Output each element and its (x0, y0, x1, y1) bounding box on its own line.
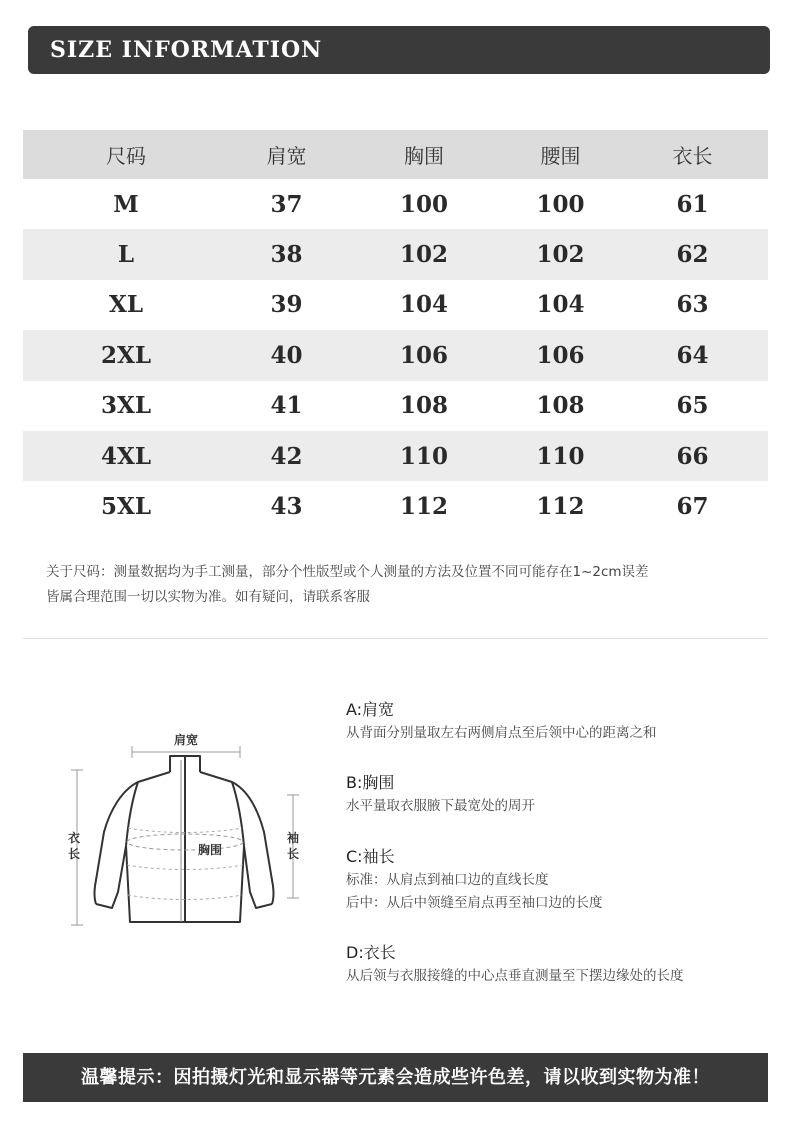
size-note (46, 560, 770, 610)
size-table (23, 130, 768, 532)
cell-size: 3XL (100, 392, 152, 420)
cell-chest: 110 (399, 442, 448, 470)
desc-line: 后中：从后中领缝至肩点再至袖口边的长度 (346, 895, 603, 911)
shoulder-label: 肩宽 (173, 733, 199, 747)
cell-length: 61 (676, 190, 709, 218)
cell-shoulder: 38 (270, 241, 303, 269)
cell-waist: 108 (536, 392, 585, 420)
table-row (23, 381, 768, 431)
cell-length: 65 (676, 392, 709, 420)
length-label-bottom: 长 (67, 847, 81, 861)
sleeve-label-bottom: 长 (286, 847, 300, 861)
cell-size: 4XL (100, 442, 152, 470)
column-header-chest: 胸围 (404, 144, 444, 168)
cell-chest: 104 (399, 291, 448, 319)
table-header-row (23, 130, 768, 179)
desc-line: 从背面分别量取左右两侧肩点至后领中心的距离之和 (346, 725, 657, 741)
cell-waist: 104 (536, 291, 585, 319)
cell-shoulder: 39 (270, 291, 303, 319)
table-row (23, 179, 768, 229)
column-header-size: 尺码 (106, 144, 146, 168)
cell-length: 62 (676, 241, 709, 269)
cell-chest: 112 (399, 493, 448, 521)
cell-length: 67 (676, 493, 709, 521)
desc-chest (346, 771, 776, 818)
cell-length: 64 (676, 341, 709, 369)
sleeve-label-top: 袖 (286, 831, 300, 845)
table-row (23, 330, 768, 380)
cell-size: XL (108, 291, 144, 319)
desc-line: 标准：从肩点到袖口边的直线长度 (346, 872, 549, 888)
cell-chest: 102 (399, 241, 448, 269)
cell-shoulder: 43 (270, 493, 303, 521)
size-note-line: 皆属合理范围一切以实物为准。如有疑问，请联系客服 (46, 589, 370, 605)
column-header-length: 衣长 (672, 144, 713, 168)
cell-waist: 106 (536, 341, 585, 369)
cell-length: 63 (676, 291, 709, 319)
jacket-icon (95, 756, 274, 922)
cell-waist: 110 (536, 442, 585, 470)
desc-sleeve (346, 845, 776, 915)
desc-title: C:袖长 (346, 847, 395, 866)
cell-length: 66 (676, 442, 709, 470)
cell-chest: 106 (399, 341, 448, 369)
cell-chest: 100 (399, 190, 448, 218)
table-row (23, 280, 768, 330)
cell-size: L (117, 241, 135, 269)
cell-shoulder: 37 (270, 190, 303, 218)
table-row (23, 229, 768, 279)
cell-shoulder: 40 (270, 341, 303, 369)
column-header-waist: 腰围 (540, 144, 581, 168)
size-info-header (28, 26, 770, 74)
cell-shoulder: 41 (270, 392, 303, 420)
cell-size: M (113, 190, 139, 218)
footer-notice-bar (23, 1053, 768, 1102)
length-label-top: 衣 (67, 831, 81, 845)
table-row (23, 481, 768, 531)
desc-shoulder (346, 698, 776, 745)
desc-line: 从后领与衣服接缝的中心点垂直测量至下摆边缘处的长度 (346, 968, 684, 984)
desc-title: D:衣长 (346, 943, 396, 962)
cell-shoulder: 42 (270, 442, 303, 470)
cell-waist: 112 (536, 493, 585, 521)
cell-chest: 108 (399, 392, 448, 420)
desc-line: 水平量取衣服腋下最宽处的周开 (346, 798, 535, 814)
cell-waist: 100 (536, 190, 585, 218)
footer-notice-text: 温馨提示：因拍摄灯光和显示器等元素会造成些许色差，请以收到实物为准！ (81, 1067, 710, 1088)
desc-title: A:肩宽 (346, 700, 395, 719)
table-row (23, 431, 768, 481)
jacket-measurement-diagram (60, 720, 322, 935)
size-note-line: 关于尺码：测量数据均为手工测量，部分个性版型或个人测量的方法及位置不同可能存在1~2cm误差 (46, 564, 649, 580)
cell-size: 2XL (100, 341, 152, 369)
cell-size: 5XL (100, 493, 152, 521)
desc-title: B:胸围 (346, 773, 395, 792)
header-title: SIZE INFORMATION (50, 37, 323, 63)
cell-waist: 102 (536, 241, 585, 269)
column-header-shoulder: 肩宽 (266, 144, 307, 168)
desc-length (346, 941, 776, 988)
section-divider (23, 638, 768, 639)
chest-label: 胸围 (197, 843, 223, 857)
